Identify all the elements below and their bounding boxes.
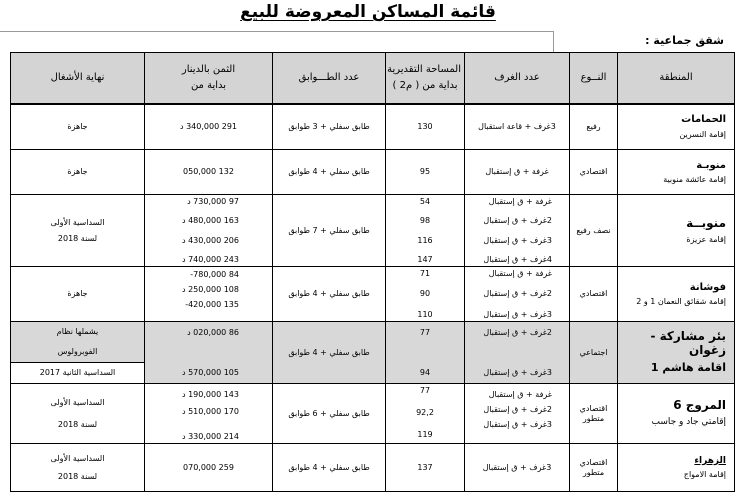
price-value: 143 190,000 د	[181, 390, 239, 399]
area-cell	[386, 322, 465, 384]
rooms-cell	[465, 267, 570, 322]
header-row	[11, 53, 735, 104]
price-cell	[145, 384, 273, 444]
header-area	[386, 53, 465, 104]
type-cell: نصف رفيع	[570, 195, 618, 267]
table-row	[11, 384, 735, 444]
rooms-line: 3غرف + ق إستقبال	[483, 367, 552, 377]
region-name: الحمامات	[681, 114, 726, 126]
area-value: 90	[419, 289, 431, 299]
price-value: 108 250,000 د	[181, 284, 239, 294]
region-sub: إقامة عائشة منوبية	[663, 175, 726, 185]
price-value: 105 570,000 د	[181, 367, 239, 377]
area-value: 71	[419, 269, 431, 278]
completion-cell: جاهزة	[11, 267, 145, 322]
rooms-line: 3غرف + ق إستقبال	[483, 419, 552, 429]
price-value: 170 510,000 د	[181, 406, 239, 416]
price-cell	[145, 195, 273, 267]
area-value: 54	[419, 197, 431, 206]
rooms-line: 2غرف + ق إستقبال	[483, 216, 552, 226]
price-value: 84 780,000-	[190, 270, 239, 279]
completion-line2: لسنة 2018	[57, 471, 98, 481]
completion-cell	[11, 384, 145, 444]
price-cell	[145, 267, 273, 322]
section-label: شقق جماعية :	[645, 34, 724, 47]
region-sub: إقامة عزيزة	[686, 234, 726, 244]
rooms-cell: 3غرف + قاعة استقبال	[465, 104, 570, 150]
header-area-line1: المساحة التقديرية	[387, 63, 461, 75]
region-name: بئر مشاركة - زغوان	[650, 329, 726, 358]
area-cell	[386, 384, 465, 444]
type-cell: اجتماعي	[570, 322, 618, 384]
completion-line2: لسنة 2018	[57, 419, 98, 429]
divider	[0, 31, 553, 32]
area-value: 77	[419, 328, 431, 337]
floors-cell: طابق سفلي + 4 طوابق	[273, 322, 386, 384]
rooms-line: 3غرف + ق إستقبال	[483, 235, 552, 245]
header-price	[145, 53, 273, 104]
header-completion: نهاية الأشغال	[11, 53, 145, 104]
price-cell: 132 050,000	[145, 150, 273, 195]
area-cell: 137	[386, 444, 465, 492]
region-name: منوبــة	[686, 216, 726, 230]
area-value: 92,2	[416, 407, 434, 417]
completion-line1: السداسية الأولى	[50, 398, 105, 408]
rooms-line: 3غرف + ق إستقبال	[483, 309, 552, 319]
completion-part3: السداسية الثانية 2017	[39, 368, 116, 378]
floors-cell: طابق سفلي + 4 طوابق	[273, 150, 386, 195]
completion-part2: الفوبرولوس	[57, 347, 98, 357]
rooms-cell	[465, 195, 570, 267]
header-floors: عدد الطـــوابق	[273, 53, 386, 104]
floors-cell: طابق سفلي + 7 طوابق	[273, 195, 386, 267]
floors-cell: طابق سفلي + 4 طوابق	[273, 444, 386, 492]
completion-cell	[11, 444, 145, 492]
rooms-line: غرفة + ق إستقبال	[488, 269, 552, 278]
price-value: 206 430,000 د	[181, 235, 239, 245]
completion-note	[11, 322, 144, 362]
completion-line1: السداسية الأولى	[50, 218, 105, 228]
header-area-line2: بداية من ( م2 )	[392, 80, 458, 92]
completion-line1: السداسية الأولى	[50, 454, 105, 464]
rooms-cell	[465, 384, 570, 444]
type-cell: اقتصادي متطور	[570, 384, 618, 444]
rooms-line: 4غرف + ق إستقبال	[483, 254, 552, 264]
area-cell: 130	[386, 104, 465, 150]
rooms-line: 2غرف + ق إستقبال	[483, 289, 552, 299]
header-type: النــوع	[570, 53, 618, 104]
header-rooms: عدد الغرف	[465, 53, 570, 104]
completion-cell: جاهزة	[11, 104, 145, 150]
table-row	[11, 195, 735, 267]
rooms-line: غرفة + ق إستقبال	[488, 197, 552, 206]
price-value: 163 480,000 د	[181, 216, 239, 226]
housing-table	[10, 52, 735, 492]
area-value: 147	[417, 254, 433, 264]
type-cell: اقتصادي	[570, 150, 618, 195]
region-sub: إقامة شقائق النعمان 1 و 2	[636, 297, 726, 307]
area-value: 98	[419, 216, 431, 226]
area-value: 116	[417, 235, 433, 245]
rooms-line: 2غرف + ق إستقبال	[483, 404, 552, 414]
table-row	[11, 104, 735, 150]
rooms-line: 2غرف + ق إستقبال	[483, 328, 552, 337]
type-cell: اقتصادي	[570, 267, 618, 322]
price-value: 135 420,000-	[185, 299, 239, 309]
page-title: قائمة المساكن المعروضة للبيع	[240, 2, 496, 22]
header-region: المنطقة	[618, 53, 735, 104]
completion-date	[11, 362, 144, 383]
region-name: الزهراء	[694, 455, 726, 466]
completion-part1: يشملها نظام	[56, 327, 99, 337]
rooms-cell: غرفة + ق إستقبال	[465, 150, 570, 195]
region-cell	[618, 322, 735, 384]
region-cell	[618, 267, 735, 322]
rooms-line: غرفة + ق إستقبال	[488, 390, 552, 399]
region-name: المروج 6	[673, 398, 726, 413]
table-row	[11, 322, 735, 384]
region-cell	[618, 384, 735, 444]
table-row	[11, 267, 735, 322]
price-value: 97 730,000 د	[187, 197, 239, 206]
floors-cell: طابق سفلي + 3 طوابق	[273, 104, 386, 150]
type-cell: اقتصادي متطور	[570, 444, 618, 492]
completion-line2: لسنة 2018	[57, 233, 98, 243]
price-cell	[145, 322, 273, 384]
table-row	[11, 444, 735, 492]
region-sub: إقامتي جاد و جاسب	[651, 417, 726, 428]
rooms-cell	[465, 322, 570, 384]
floors-cell: طابق سفلي + 4 طوابق	[273, 267, 386, 322]
area-cell: 95	[386, 150, 465, 195]
completion-cell	[11, 322, 145, 384]
region-cell	[618, 150, 735, 195]
region-sub: اقامة هاشم 1	[650, 360, 726, 374]
completion-cell: جاهزة	[11, 150, 145, 195]
area-value: 110	[417, 309, 433, 319]
region-name: منوبـة	[696, 159, 726, 171]
table-row	[11, 150, 735, 195]
region-cell	[618, 104, 735, 150]
price-cell: 259 070,000	[145, 444, 273, 492]
rooms-cell: 3غرف + ق إستقبال	[465, 444, 570, 492]
header-price-line2: بداية من	[190, 80, 227, 92]
completion-cell	[11, 195, 145, 267]
divider	[553, 31, 554, 52]
region-name: فوشانة	[689, 281, 726, 293]
price-value: 86 020,000 د	[187, 328, 239, 337]
region-cell	[618, 444, 735, 492]
area-cell	[386, 267, 465, 322]
region-cell	[618, 195, 735, 267]
header-price-line1: الثمن بالدينار	[181, 63, 236, 75]
area-cell	[386, 195, 465, 267]
area-value: 94	[419, 367, 431, 377]
floors-cell: طابق سفلي + 6 طوابق	[273, 384, 386, 444]
price-value: 243 740,000 د	[181, 254, 239, 264]
price-cell: 291 340,000 د	[145, 104, 273, 150]
type-cell: رفيع	[570, 104, 618, 150]
area-value: 77	[419, 386, 431, 395]
price-value: 214 330,000 د	[181, 431, 239, 441]
region-sub: إقامة النسرين	[679, 129, 726, 139]
area-value: 119	[417, 429, 433, 439]
region-sub: إقامة الامواج	[683, 470, 726, 480]
